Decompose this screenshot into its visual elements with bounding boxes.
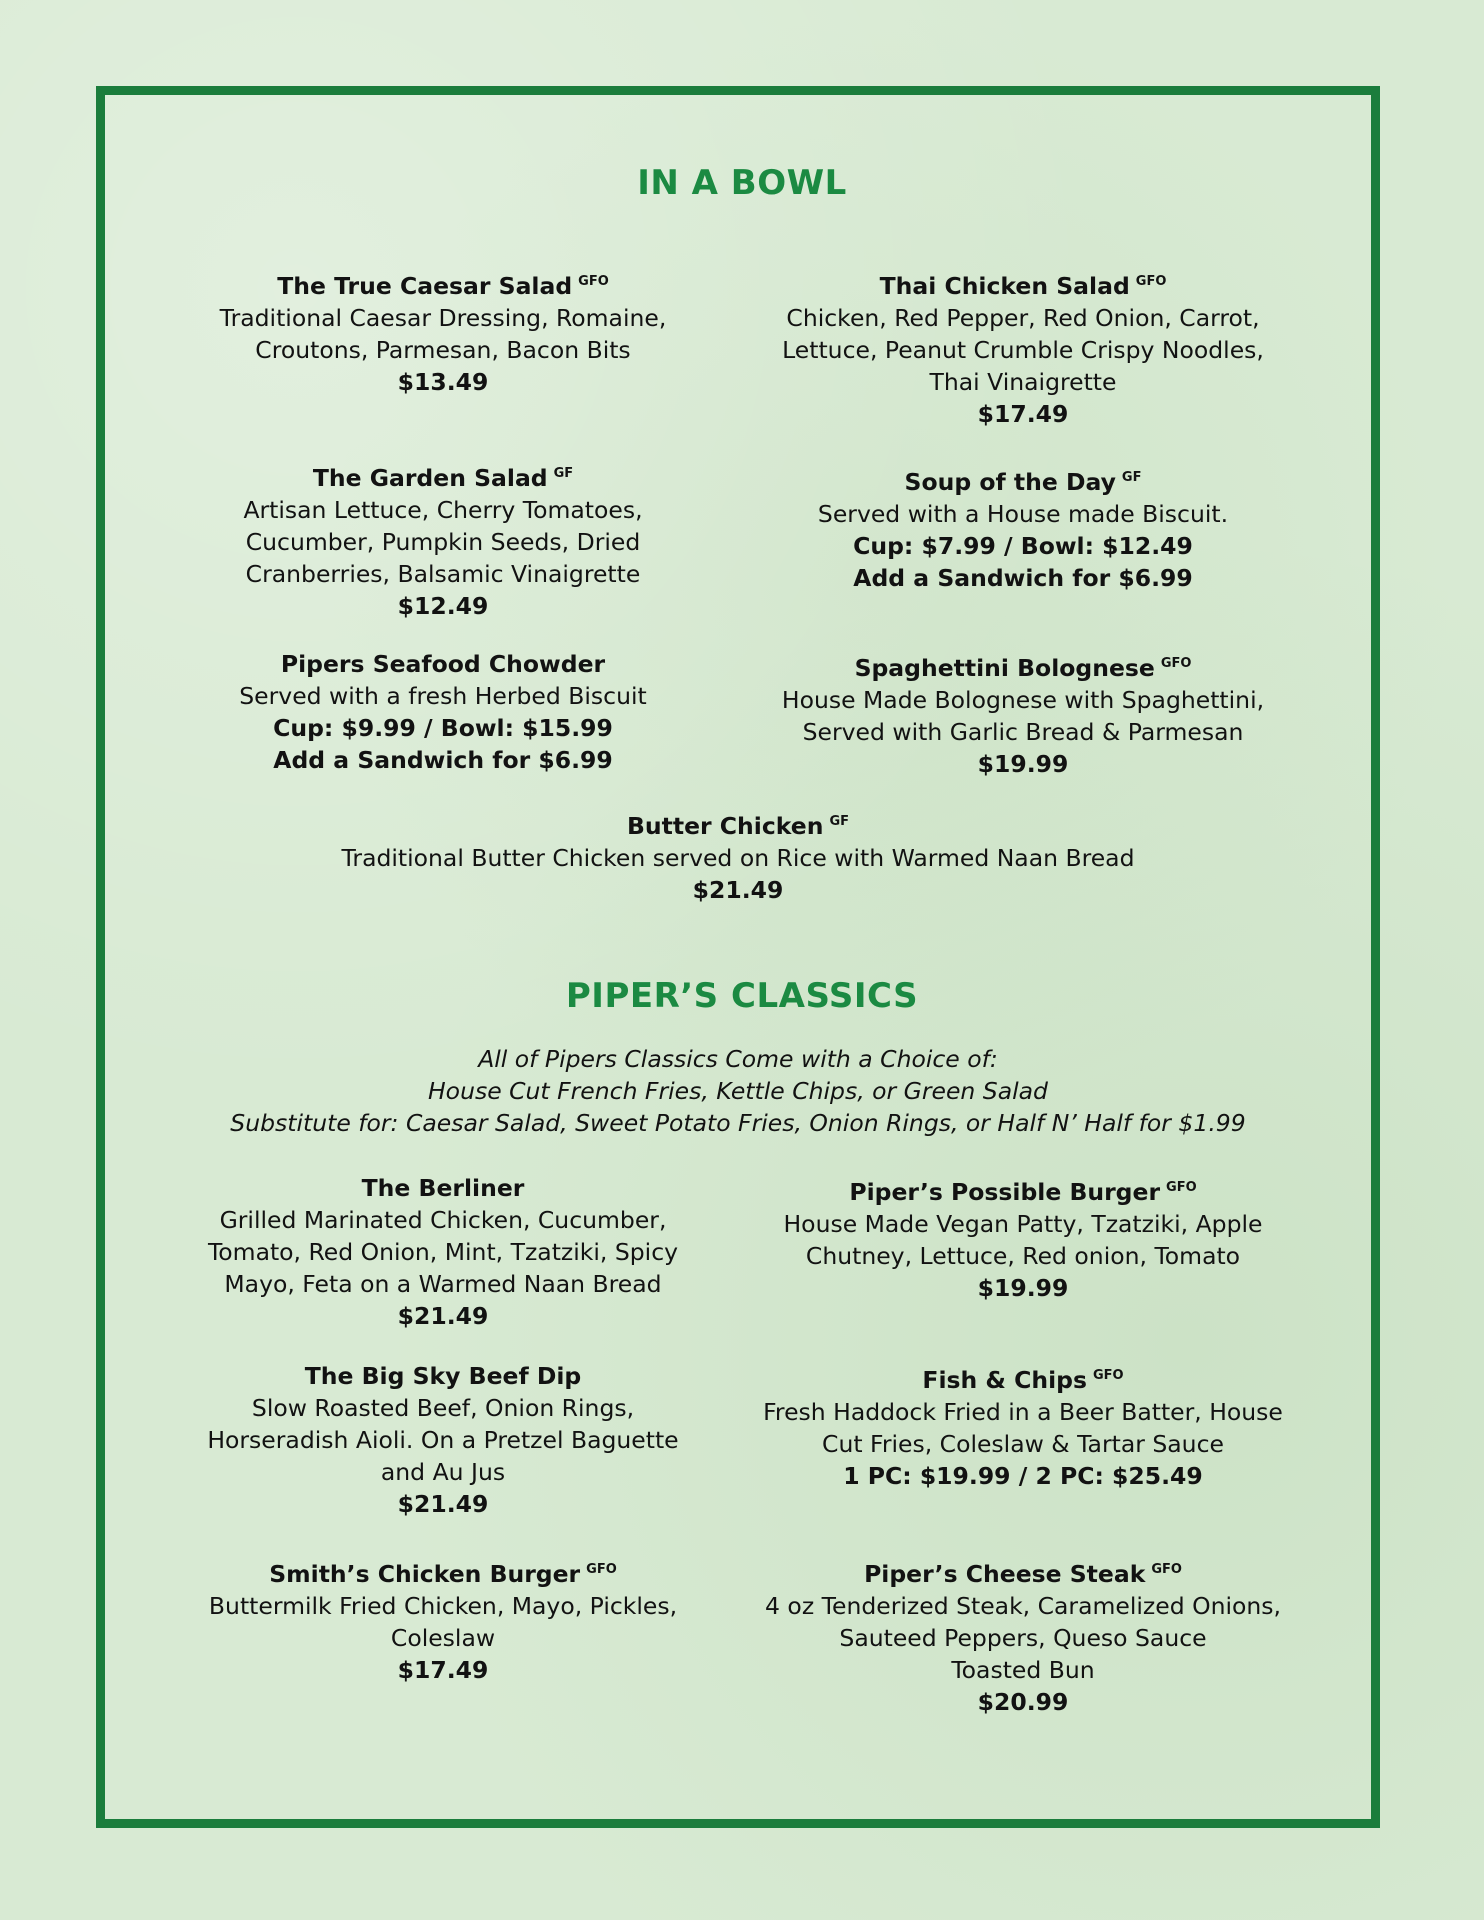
item-name-line <box>722 1554 1324 1590</box>
item-description: Grilled Marinated Chicken, Cucumber, Tomato, Red Onion, Mint, Tzatziki, Spicy Mayo, Feta on a Warmed Naan Bread <box>207 1206 679 1298</box>
item-name: Pipers Seafood Chowder <box>280 650 606 678</box>
dietary-tag: GFO <box>1092 1368 1124 1383</box>
dietary-tag: GFO <box>1160 656 1192 671</box>
item-description: House Made Bolognese with Spaghettini, Served with Garlic Bread & Parmesan <box>781 686 1265 746</box>
menu-item-butter-chicken <box>96 806 1380 906</box>
item-price: $17.49 <box>397 1656 489 1684</box>
dietary-tag: GF <box>553 466 574 481</box>
item-name-line <box>143 1554 743 1590</box>
section-title-pipers-classics: PIPER’S CLASSICS <box>565 976 919 1016</box>
menu-item-soup-of-the-day <box>722 462 1324 594</box>
menu-item-true-caesar-salad <box>143 266 743 398</box>
dietary-tag: GFO <box>1151 1562 1182 1577</box>
menu-item-seafood-chowder <box>143 648 743 776</box>
item-name-line <box>722 462 1324 498</box>
item-name: The Garden Salad <box>312 464 548 492</box>
item-price: $12.49 <box>397 592 489 620</box>
menu-item-thai-chicken-salad <box>722 266 1324 430</box>
item-price: 1 PC: $19.99 / 2 PC: $25.49 <box>843 1462 1203 1490</box>
item-name: Piper’s Cheese Steak <box>864 1560 1146 1588</box>
item-name-line <box>722 266 1324 302</box>
dietary-tag: GFO <box>1135 274 1167 289</box>
classics-sides-note: All of Pipers Classics Come with a Choice of: House Cut French Fries, Kettle Chips, or Green Salad Substitute for: Caesar Salad, Sweet Potato Fries, Onion Rings, or Half N’ Half for $1.99 <box>230 1045 1246 1137</box>
item-description: Traditional Butter Chicken served on Rice with Warmed Naan Bread <box>341 844 1135 872</box>
menu-item-cheese-steak <box>722 1554 1324 1718</box>
item-price: $13.49 <box>397 368 489 396</box>
item-description: Slow Roasted Beef, Onion Rings, Horseradish Aioli. On a Pretzel Baguette and Au Jus <box>207 1394 679 1486</box>
item-name: Butter Chicken <box>626 812 824 840</box>
item-name: The Big Sky Beef Dip <box>304 1362 582 1390</box>
item-name: The True Caesar Salad <box>277 272 573 300</box>
item-name: The Berliner <box>361 1174 525 1202</box>
menu-item-big-sky-beef-dip <box>143 1360 743 1520</box>
item-description: Served with a House made Biscuit. <box>817 500 1229 528</box>
item-price: Cup: $7.99 / Bowl: $12.49 <box>853 532 1193 560</box>
menu-item-possible-burger <box>722 1172 1324 1304</box>
item-name-line <box>143 266 743 302</box>
item-description: Traditional Caesar Dressing, Romaine, Croutons, Parmesan, Bacon Bits <box>219 304 667 364</box>
item-name-line <box>722 1172 1324 1208</box>
item-description: Buttermilk Fried Chicken, Mayo, Pickles, Coleslaw <box>208 1592 678 1652</box>
dietary-tag: GF <box>829 814 849 829</box>
item-description: Chicken, Red Pepper, Red Onion, Carrot, Lettuce, Peanut Crumble Crispy Noodles, Thai Vinaigrette <box>782 304 1264 396</box>
item-price: $20.99 <box>977 1688 1069 1716</box>
item-price: $17.49 <box>977 400 1069 428</box>
item-name-line <box>722 1360 1324 1396</box>
item-price: $21.49 <box>397 1490 489 1518</box>
item-description: Served with a fresh Herbed Biscuit <box>239 682 647 710</box>
dietary-tag: GFO <box>586 1562 617 1577</box>
item-price: $21.49 <box>397 1302 489 1330</box>
menu-item-the-berliner <box>143 1172 743 1332</box>
item-price: $19.99 <box>977 750 1069 778</box>
item-add-on: Add a Sandwich for $6.99 <box>853 564 1193 592</box>
section-title-in-a-bowl: IN A BOWL <box>637 163 847 203</box>
menu-item-smiths-chicken-burger <box>143 1554 743 1686</box>
item-name-line <box>96 806 1380 842</box>
item-name-line <box>143 1172 743 1204</box>
dietary-tag: GFO <box>1166 1180 1197 1195</box>
item-name: Fish & Chips <box>922 1366 1087 1394</box>
item-name: Spaghettini Bolognese <box>854 654 1155 682</box>
item-name: Soup of the Day <box>904 468 1116 496</box>
item-name-line <box>143 1360 743 1392</box>
item-description: Fresh Haddock Fried in a Beer Batter, House Cut Fries, Coleslaw & Tartar Sauce <box>763 1398 1283 1458</box>
item-add-on: Add a Sandwich for $6.99 <box>273 746 613 774</box>
item-name-line <box>143 458 743 494</box>
dietary-tag: GFO <box>578 274 609 289</box>
item-price: $21.49 <box>692 876 784 904</box>
item-description: 4 oz Tenderized Steak, Caramelized Onions, Sauteed Peppers, Queso Sauce Toasted Bun <box>765 1592 1281 1684</box>
menu-item-spaghettini-bolognese <box>722 648 1324 780</box>
item-name: Thai Chicken Salad <box>879 272 1130 300</box>
dietary-tag: GF <box>1121 470 1142 485</box>
item-name: Smith’s Chicken Burger <box>269 1560 581 1588</box>
item-name-line <box>722 648 1324 684</box>
item-price: $19.99 <box>977 1274 1069 1302</box>
item-name-line <box>143 648 743 680</box>
item-price: Cup: $9.99 / Bowl: $15.99 <box>273 714 613 742</box>
item-name: Piper’s Possible Burger <box>849 1178 1161 1206</box>
item-description: Artisan Lettuce, Cherry Tomatoes, Cucumber, Pumpkin Seeds, Dried Cranberries, Balsamic Vinaigrette <box>243 496 643 588</box>
menu-item-garden-salad <box>143 458 743 622</box>
item-description: House Made Vegan Patty, Tzatziki, Apple Chutney, Lettuce, Red onion, Tomato <box>783 1210 1263 1270</box>
menu-item-fish-and-chips <box>722 1360 1324 1492</box>
